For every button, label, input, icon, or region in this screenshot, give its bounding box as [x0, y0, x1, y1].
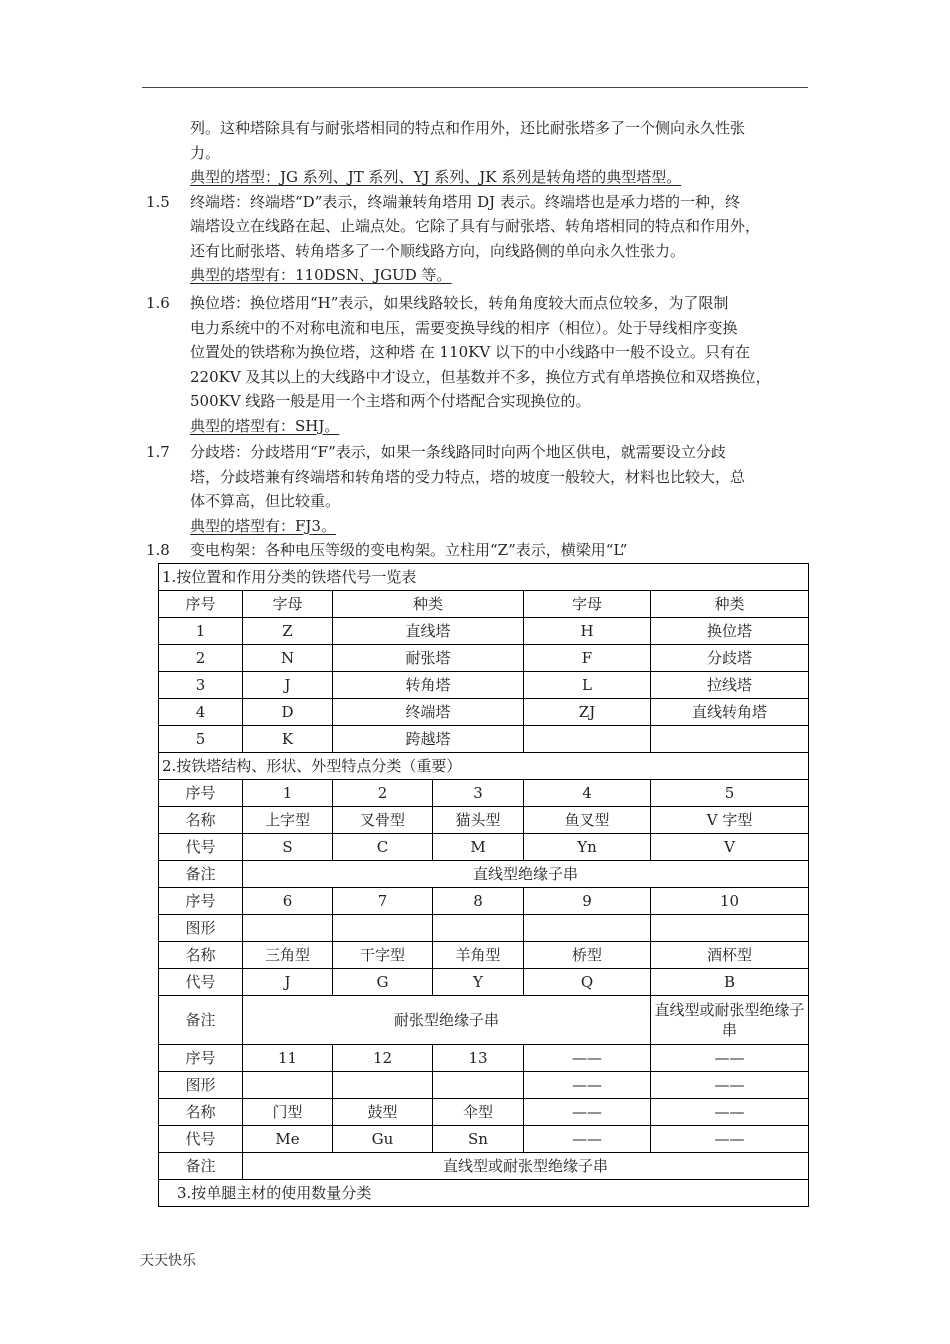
table-row	[159, 996, 809, 1045]
shape-cell	[524, 915, 651, 942]
shape-cell	[333, 915, 433, 942]
cell: 耐张塔	[333, 645, 524, 672]
table-row	[159, 915, 809, 942]
cell: V 字型	[651, 807, 809, 834]
cell: 分歧塔	[651, 645, 809, 672]
cell	[651, 726, 809, 753]
note-cell: 直线型或耐张型绝缘子串	[651, 996, 809, 1045]
footer-text: 天天快乐	[140, 1253, 196, 1269]
para-line: 220KV 及其以上的大线路中才设立，但基数并不多，换位方式有单塔换位和双塔换位，	[190, 367, 771, 386]
cell: 桥型	[524, 942, 651, 969]
cell: N	[243, 645, 333, 672]
row-label: 名称	[159, 942, 243, 969]
table-row	[159, 942, 809, 969]
cell: ——	[651, 1045, 809, 1072]
table-row	[159, 1045, 809, 1072]
cell: D	[243, 699, 333, 726]
cell: 三角型	[243, 942, 333, 969]
example-line: 典型的塔型有：SHJ。	[190, 416, 340, 435]
cell: 10	[651, 888, 809, 915]
table-row	[159, 591, 809, 618]
cell: 叉骨型	[333, 807, 433, 834]
table-row	[159, 888, 809, 915]
section-number: 1.8	[146, 541, 170, 559]
header-cell: 种类	[651, 591, 809, 618]
row-label: 名称	[159, 807, 243, 834]
note-cell: 直线型绝缘子串	[243, 861, 809, 888]
cell: 转角塔	[333, 672, 524, 699]
para-line: 列。这种塔除具有与耐张塔相同的特点和作用外，还比耐张塔多了一个侧向永久性张	[190, 119, 746, 137]
cell: Z	[243, 618, 333, 645]
cell: 9	[524, 888, 651, 915]
cell: S	[243, 834, 333, 861]
row-label: 代号	[159, 969, 243, 996]
row-label: 备注	[159, 996, 243, 1045]
section-title: 1.按位置和作用分类的铁塔代号一览表	[159, 564, 809, 591]
para-line: 电力系统中的不对称电流和电压，需要变换导线的相序（相位）。处于导线相序变换	[190, 318, 738, 337]
table-row	[159, 861, 809, 888]
cell: 直线转角塔	[651, 699, 809, 726]
row-label: 图形	[159, 915, 243, 942]
table-row	[159, 1180, 809, 1207]
cell: 伞型	[433, 1099, 524, 1126]
cell: J	[243, 672, 333, 699]
para-line: 变电构架：各种电压等级的变电构架。立柱用“Z”表示，横梁用“L”	[190, 541, 628, 559]
cell: K	[243, 726, 333, 753]
cell: 8	[433, 888, 524, 915]
cell: H	[524, 618, 651, 645]
note-cell: 耐张型绝缘子串	[243, 996, 651, 1045]
cell: 7	[333, 888, 433, 915]
cell: 跨越塔	[333, 726, 524, 753]
section-number: 1.6	[146, 294, 170, 312]
cell: ——	[524, 1045, 651, 1072]
cell: M	[433, 834, 524, 861]
cell: V	[651, 834, 809, 861]
table-row	[159, 699, 809, 726]
para-line: 塔，分歧塔兼有终端塔和转角塔的受力特点，塔的坡度一般较大，材料也比较大，总	[190, 467, 746, 486]
table-row	[159, 807, 809, 834]
cell: 5	[159, 726, 243, 753]
table-row	[159, 672, 809, 699]
cell: 1	[243, 780, 333, 807]
shape-cell	[243, 915, 333, 942]
cell: G	[333, 969, 433, 996]
para-line: 还有比耐张塔、转角塔多了一个顺线路方向，向线路侧的单向永久性张力。	[190, 241, 686, 260]
cell: 拉线塔	[651, 672, 809, 699]
row-label: 序号	[159, 1045, 243, 1072]
table-row	[159, 1126, 809, 1153]
cell: ZJ	[524, 699, 651, 726]
cell: 干字型	[333, 942, 433, 969]
cell: ——	[651, 1099, 809, 1126]
table-row	[159, 1072, 809, 1099]
cell: Q	[524, 969, 651, 996]
shape-cell	[651, 915, 809, 942]
table-row	[159, 780, 809, 807]
table-row	[159, 969, 809, 996]
row-label: 备注	[159, 861, 243, 888]
example-line: 典型的塔型：JG 系列、JT 系列、YJ 系列、JK 系列是转角塔的典型塔型。	[190, 168, 682, 186]
para-line: 500KV 线路一般是用一个主塔和两个付塔配合实现换位的。	[190, 392, 591, 410]
cell: Sn	[433, 1126, 524, 1153]
cell: 4	[524, 780, 651, 807]
table-row	[159, 1099, 809, 1126]
section-title: 2.按铁塔结构、形状、外型特点分类（重要）	[159, 753, 809, 780]
cell: 2	[159, 645, 243, 672]
header-cell: 种类	[333, 591, 524, 618]
shape-cell	[433, 915, 524, 942]
shape-cell: ——	[524, 1072, 651, 1099]
row-label: 代号	[159, 834, 243, 861]
cell: 鼓型	[333, 1099, 433, 1126]
row-label: 图形	[159, 1072, 243, 1099]
cell: 12	[333, 1045, 433, 1072]
header-rule	[142, 87, 808, 88]
row-label: 备注	[159, 1153, 243, 1180]
cell: 1	[159, 618, 243, 645]
para-line: 力。	[190, 143, 221, 162]
cell: 直线塔	[333, 618, 524, 645]
cell: 3	[433, 780, 524, 807]
cell: 终端塔	[333, 699, 524, 726]
cell: 酒杯型	[651, 942, 809, 969]
header-cell: 字母	[243, 591, 333, 618]
cell: 门型	[243, 1099, 333, 1126]
cell: C	[333, 834, 433, 861]
cell: 上字型	[243, 807, 333, 834]
table-row	[159, 618, 809, 645]
cell: L	[524, 672, 651, 699]
para-line: 位置处的铁塔称为换位塔，这种塔 在 110KV 以下的中小线路中一般不设立。只有在	[190, 343, 750, 361]
cell: ——	[524, 1126, 651, 1153]
row-label: 序号	[159, 888, 243, 915]
cell: 鱼叉型	[524, 807, 651, 834]
table-row	[159, 645, 809, 672]
tower-code-table	[158, 563, 809, 1207]
table-row	[159, 1153, 809, 1180]
header-cell: 字母	[524, 591, 651, 618]
example-line: 典型的塔型有：FJ3。	[190, 516, 336, 535]
cell: 2	[333, 780, 433, 807]
shape-cell	[333, 1072, 433, 1099]
cell: 换位塔	[651, 618, 809, 645]
cell: 猫头型	[433, 807, 524, 834]
cell: 6	[243, 888, 333, 915]
section-title: 3.按单腿主材的使用数量分类	[159, 1180, 809, 1207]
table-row	[159, 753, 809, 780]
cell: ——	[524, 1099, 651, 1126]
row-label: 名称	[159, 1099, 243, 1126]
shape-cell: ——	[651, 1072, 809, 1099]
cell: 3	[159, 672, 243, 699]
cell: F	[524, 645, 651, 672]
cell: Yn	[524, 834, 651, 861]
section-number: 1.7	[146, 443, 170, 461]
cell	[524, 726, 651, 753]
table-row	[159, 726, 809, 753]
para-line: 体不算高，但比较重。	[190, 492, 341, 510]
para-line: 端塔设立在线路在起、止端点处。它除了具有与耐张塔、转角塔相同的特点和作用外，	[190, 217, 761, 235]
example-line: 典型的塔型有：110DSN、JGUD 等。	[190, 266, 452, 284]
cell: B	[651, 969, 809, 996]
cell: Gu	[333, 1126, 433, 1153]
para-line: 换位塔：换位塔用“H”表示，如果线路较长，转角角度较大而点位较多，为了限制	[190, 294, 729, 312]
table-row	[159, 564, 809, 591]
cell: 13	[433, 1045, 524, 1072]
cell: 11	[243, 1045, 333, 1072]
shape-cell	[243, 1072, 333, 1099]
cell: 羊角型	[433, 942, 524, 969]
row-label: 代号	[159, 1126, 243, 1153]
cell: Y	[433, 969, 524, 996]
cell: Me	[243, 1126, 333, 1153]
shape-cell	[433, 1072, 524, 1099]
row-label: 序号	[159, 780, 243, 807]
section-number: 1.5	[146, 192, 170, 211]
cell: J	[243, 969, 333, 996]
header-cell: 序号	[159, 591, 243, 618]
cell: 4	[159, 699, 243, 726]
cell: 5	[651, 780, 809, 807]
note-cell: 直线型或耐张型绝缘子串	[243, 1153, 809, 1180]
table-row	[159, 834, 809, 861]
para-line: 分歧塔：分歧塔用“F”表示，如果一条线路同时向两个地区供电，就需要设立分歧	[190, 443, 726, 461]
para-line: 终端塔：终端塔“D”表示，终端兼转角塔用 DJ 表示。终端塔也是承力塔的一种，终	[190, 192, 740, 211]
cell: ——	[651, 1126, 809, 1153]
